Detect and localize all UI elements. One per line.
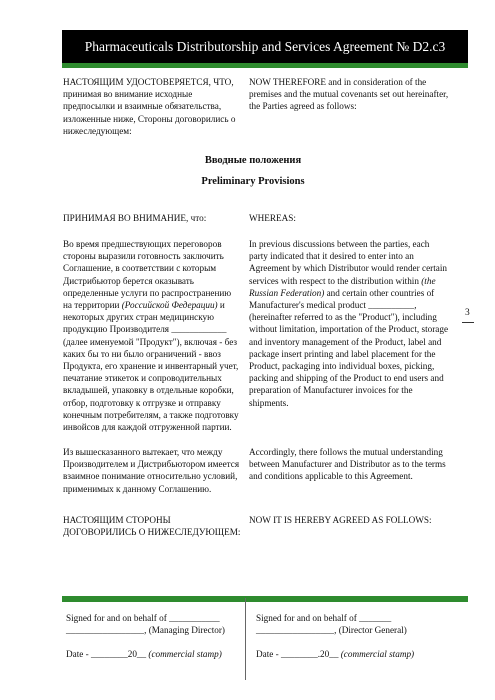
header-accent-stripe (62, 63, 468, 68)
signature-left-date (66, 648, 222, 660)
page-number-tick (462, 322, 474, 323)
signature-left-stamp: (commercial stamp) (148, 649, 222, 659)
paragraph-1-en (249, 238, 449, 409)
territory-en: (the Russian Federation) (249, 275, 436, 298)
signature-left-line1: Signed for and on behalf of ___________ (66, 613, 220, 623)
paragraph-1-en-text-a: In previous discussions between the parties, each party indicated that it desired to enter into an Agreement by which Distributor would render certain services with respect to the distribution within (249, 239, 447, 286)
paragraph-1-ru-text-c: и некоторых других стран медицинскую продукцию Производителя ____________ (далее именуемой "Продукт"), включая - без каких бы то ни было ограничений - ввоз Продукта, его хранение и инвентарный учет, печатание этикеток и сопроводительных вкладышей, упаковку в отдельные коробки, отбор, подготовку к отгрузке и отправку конечным потребителям, а также подготовку инвойсов для каждой отгруженной партии. (63, 300, 239, 433)
signature-left-line2: _________________, (Managing Director) (66, 625, 225, 635)
paragraph-2-en: Accordingly, there follows the mutual understanding between Manufacturer and Distributor as to the terms and conditions applicable to this Agreement. (249, 447, 446, 482)
paragraph-2-ru: Из вышесказанного вытекает, что между Производителем и Дистрибьютором имеется взаимное понимание относительно условий, применимых к данному Соглашению. (63, 447, 240, 494)
signature-right-date-label: Date - ________.20__ (256, 649, 341, 659)
section-title-en: Preliminary Provisions (201, 176, 305, 187)
paragraph-1-ru-text-a: Во время предшествующих переговоров стороны выразили готовность заключить Соглашение, в соответствии с которым Дистрибьютор берется оказывать определенные услуги по распространению на территории (63, 239, 232, 311)
signature-right-date (256, 648, 414, 660)
intro-ru: НАСТОЯЩИМ УДОСТОВЕРЯЕТСЯ, ЧТО, принимая во внимание исходные предпосылки и взаимные обязательства, изложенные ниже, Стороны договорились о нижеследующем: (63, 77, 236, 136)
signature-divider (245, 598, 246, 680)
document-title: Pharmaceuticals Distributorship and Services Agreement № D2.c3 (84, 39, 446, 54)
paragraph-3-en: NOW IT IS HEREBY AGREED AS FOLLOWS: (249, 515, 432, 525)
signature-right-line1: Signed for and on behalf of _______ (256, 613, 392, 623)
page-number: 3 (465, 308, 470, 318)
intro-en: NOW THEREFORE and in consideration of the premises and the mutual covenants set out hereinafter, the Parties agreed as follows: (249, 77, 449, 112)
whereas-en: WHEREAS: (249, 213, 296, 223)
signature-left-date-label: Date - ________20__ (66, 649, 149, 659)
paragraph-1-ru (63, 238, 241, 433)
signature-right-line2: _________________, (Director General) (256, 625, 407, 635)
paragraph-1-en-text-c: and certain other countries of Manufacturer's medical product __________, (hereinafter referred to as the "Product"), including without limitation, importation of the Product, storage and inventory management of the Product, label and package insert printing and label placement for the Product, packaging into individual boxes, picking, packing and shipping of the Product to end users and preparation of Manufacturer invoices for the shipments. (249, 287, 449, 408)
signature-right-stamp: (commercial stamp) (340, 649, 415, 659)
territory-ru: (Российской Федерации) (121, 300, 218, 311)
section-title-ru: Вводные положения (204, 155, 302, 166)
paragraph-3-ru: НАСТОЯЩИМ СТОРОНЫ ДОГОВОРИЛИСЬ О НИЖЕСЛЕДУЮЩЕМ: (63, 515, 241, 538)
whereas-ru: ПРИНИМАЯ ВО ВНИМАНИЕ, что: (63, 213, 207, 223)
